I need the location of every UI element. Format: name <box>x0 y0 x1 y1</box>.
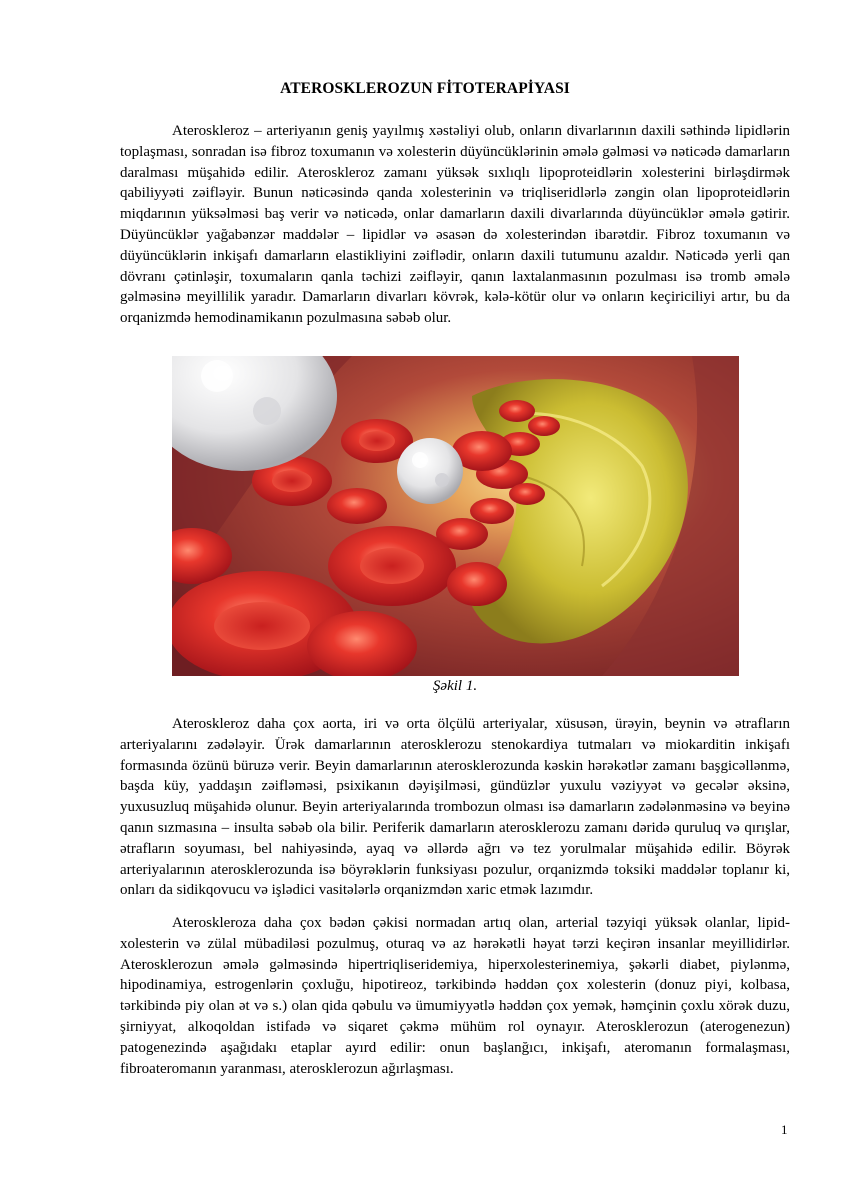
paragraph-3-text: Ateroskleroza daha çox bədən çəkisi normadan artıq olan, arterial təzyiqi yüksək olanlar, lipid-xolesterin və zülal mübadiləsi pozulmuş, oturaq və az hərəkətli həyat tərzi keçirən insanlar meyillidirlər. Aterosklerozun əmələ gəlməsində hipertriqliseridemiya, hiperxolesterinemiya, şəkərli diabet, piylənmə, hipodinamiya, estrogenlərin çoxluğu, hipotireoz, tərkibində həddən çox xolesterin (donuz piyi, kolbasa, tərkibində piy olan ət və s.) olan qida qəbulu və ümumiyyətlə həddən çox yemək, həmçinin çoxlu xörək duzu, şirniyyat, alkoqoldan istifadə və siqaret çəkmə mühüm rol oynayır. Aterosklerozun (aterogenezun) patogenezində aşağıdakı etaplar ayırd edilir: onun başlanğıcı, inkişafı, ateromanın formalaşması, fibroateromanın yaranması, aterosklerozun ağırlaşması. <box>120 915 790 1077</box>
paragraph-2-text: Ateroskleroz daha çox aorta, iri və orta ölçülü arteriyalar, xüsusən, ürəyin, beynin və ətrafların arteriyalarını zədələyir. Ürək damarlarının aterosklerozu stenokardiya tutmaları və miokarditin inkişafı formasında özünü büruzə verir. Beyin damarlarının aterosklerozunda kəskin hərəkətlər zamanı başgicəllənmə, başda küy, yaddaşın zəifləməsi, psixikanın dəyişilməsi, gündüzlər yuxulu vəziyyət və gecələr əksinə, yuxusuzluq müşahidə olunur. Beyin arteriyalarında trombozun olması isə damarların zədələnməsinə və beyinə qanın sızmasına – insulta səbəb ola bilir. Periferik damarların aterosklerozu zamanı dəridə quruluq və qırışlar, ətrafların soyuması, bel nahiyəsində, ayaq və əllərdə ağrı və tez yorulmalar müşahidə edilir. Böyrək arteriyalarının aterosklerozunda isə böyrəklərin funksiyası pozulur, orqanizmdə toksiki maddələr toplanır ki, onları da sidikqovucu və işlədici vasitələrlə orqanizmdən xaric etmək lazımdır. <box>120 716 790 899</box>
paragraph-2 <box>120 714 790 901</box>
paragraph-1 <box>120 121 790 329</box>
page-number: 1 <box>781 1122 788 1137</box>
paragraph-3 <box>120 913 790 1079</box>
paragraph-1-text: Ateroskleroz – arteriyanın geniş yayılmış xəstəliyi olub, onların divarlarının daxili səthində lipidlərin toplaşması, sonradan isə fibroz toxumanın və xolesterin düyüncüklərinin əmələ gəlməsi və nəticədə damarların daralması müşahidə edilir. Ateroskleroz zamanı yüksək sıxlıqlı lipoproteidlərin xolesterini birləşdirmək qabiliyyəti zəifləyir. Bunun nəticəsində qanda xolesterinin və triqliseridlərlə zəngin olan lipoproteidlərin miqdarının yüksəlməsi baş verir və nəticədə, onlar damarların daxili divarlarında düyüncüklər əmələ gətirir. Düyüncüklər yağabənzər maddələr – lipidlər və əsasən də xolesterindən ibarətdir. Fibroz toxumanın və düyüncüklərin inkişafı damarların elastikliyini zəiflədir, onların daxili tutumunu azaldır. Nəticədə yerli qan dövranı çətinləşir, toxumaların qanla təchizi zəifləyir, qanın laxtalanmasının pozulması isə tromb əmələ gəlməsinə meyillilik yaradır. Damarların divarları kövrək, kələ-kötür olur və onların keçiriciliyi artır, bu da orqanizmdə hemodinamikanın pozulmasına səbəb olur. <box>120 123 790 327</box>
blood-vessel-image <box>172 356 739 676</box>
page-title: ATEROSKLEROZUN FİTOTERAPİYASI <box>280 80 570 97</box>
figure-blood-vessel-illustration <box>172 356 739 676</box>
figure-caption: Şəkil 1. <box>432 678 478 694</box>
